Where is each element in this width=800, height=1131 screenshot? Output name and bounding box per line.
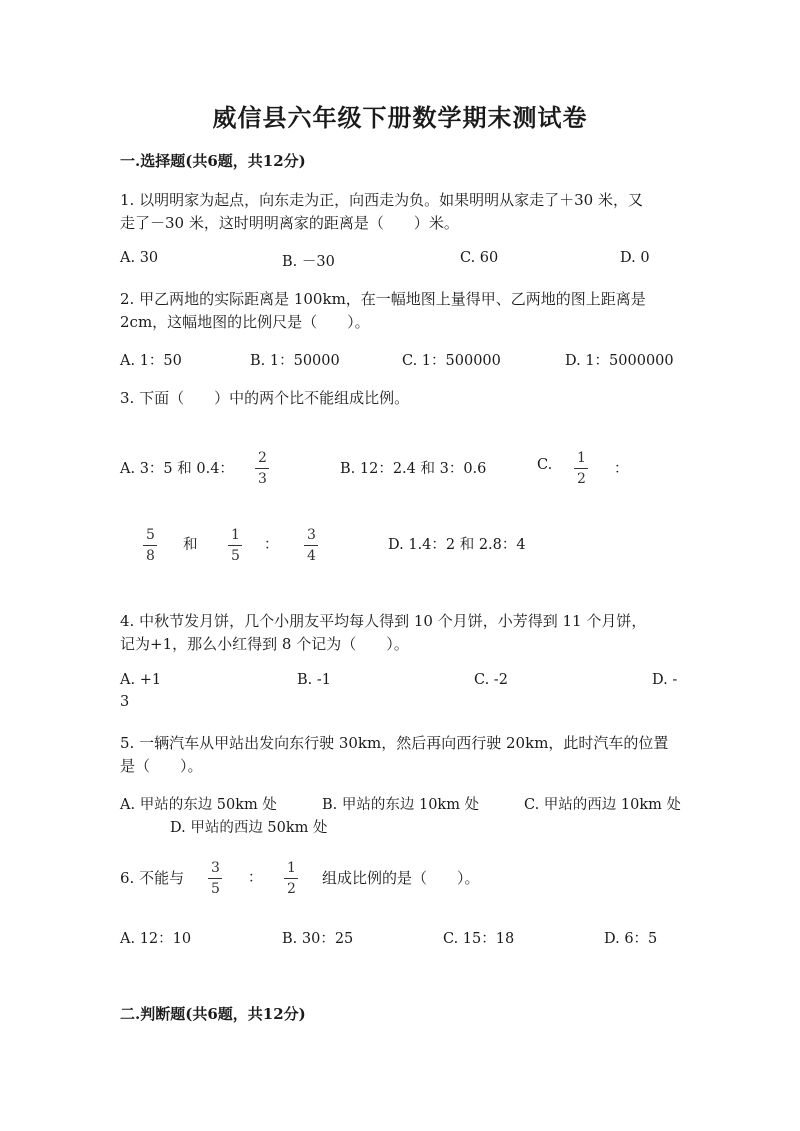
question-6-suffix: 组成比例的是（ ）。 [322,869,480,887]
q3-option-c-colon-1: ： [614,461,629,477]
fraction-bar [143,545,157,546]
q4-option-b: B. -1 [297,672,331,688]
fraction-denominator: 4 [307,548,316,564]
question-5-line-2: 是（ ）。 [120,757,203,775]
section-heading-true-false: 二.判断题(共6题，共12分) [120,1005,306,1023]
question-4-line-1: 4. 中秋节发月饼，几个小朋友平均每人得到 10 个月饼，小芳得到 11 个月饼， [120,612,647,630]
q3-option-c-fraction-2 [143,527,158,564]
fraction-denominator: 2 [287,881,296,897]
fraction-numerator: 3 [211,860,220,876]
q4-option-d-wrap: 3 [120,694,130,710]
fraction-numerator: 1 [287,860,296,876]
q4-option-d: D. - [652,672,678,688]
q3-option-c-fraction-1 [574,450,589,487]
q3-option-b: B. 12：2.4 和 3：0.6 [340,461,487,477]
q6-option-a: A. 12：10 [120,931,192,947]
q4-option-a: A. +1 [120,672,162,688]
q3-option-a-fraction [255,450,270,487]
fraction-numerator: 2 [258,450,267,466]
fraction-bar [574,468,588,469]
q6-fraction-2 [284,860,299,897]
q2-option-c: C. 1：500000 [402,353,501,369]
fraction-bar [228,545,242,546]
q2-option-a: A. 1：50 [120,353,182,369]
question-5-line-1: 5. 一辆汽车从甲站出发向东行驶 30km，然后再向西行驶 20km，此时汽车的位置 [120,734,669,752]
q3-option-c-fraction-3 [228,527,243,564]
q3-option-c-and: 和 [183,537,198,553]
q3-option-d: D. 1.4：2 和 2.8：4 [388,537,526,553]
q2-option-b: B. 1：50000 [250,353,340,369]
q6-option-d: D. 6：5 [604,931,658,947]
q4-option-c: C. -2 [474,672,508,688]
question-2-line-2: 2cm，这幅地图的比例尺是（ ）。 [120,313,370,331]
question-1-line-2: 走了－30 米，这时明明离家的距离是（ ）米。 [120,214,459,232]
q6-fraction-1 [208,860,223,897]
question-2-line-1: 2. 甲乙两地的实际距离是 100km，在一幅地图上量得甲、乙两地的图上距离是 [120,290,646,308]
q6-option-b: B. 30：25 [282,931,354,947]
fraction-denominator: 8 [146,548,155,564]
fraction-denominator: 2 [577,471,586,487]
q5-option-d: D. 甲站的西边 50km 处 [170,820,328,836]
question-3-stem: 3. 下面（ ）中的两个比不能组成比例。 [120,389,410,407]
q1-option-a: A. 30 [120,250,159,266]
fraction-numerator: 5 [146,527,155,543]
q1-option-b: B. －30 [282,254,335,270]
q6-colon: ： [248,870,263,886]
q1-option-c: C. 60 [460,250,499,266]
question-6-prefix: 6. 不能与 [120,869,185,887]
q1-option-d: D. 0 [620,250,650,266]
section-heading-choice: 一.选择题(共6题，共12分) [120,152,306,170]
q5-option-b: B. 甲站的东边 10km 处 [322,797,480,813]
fraction-denominator: 3 [258,471,267,487]
fraction-denominator: 5 [211,881,220,897]
fraction-numerator: 1 [231,527,240,543]
fraction-numerator: 1 [577,450,586,466]
question-4-line-2: 记为+1，那么小红得到 8 个记为（ ）。 [120,635,409,653]
q3-option-a: A. 3：5 和 0.4： [120,461,234,477]
fraction-bar [208,878,222,879]
question-1-line-1: 1. 以明明家为起点，向东走为正，向西走为负。如果明明从家走了＋30 米，又 [120,191,643,209]
fraction-denominator: 5 [231,548,240,564]
q3-option-c-label: C. [537,457,553,473]
q5-option-a: A. 甲站的东边 50km 处 [120,797,277,813]
fraction-bar [304,545,318,546]
q6-option-c: C. 15：18 [443,931,515,947]
q3-option-c-colon-2: ： [264,537,279,553]
fraction-numerator: 3 [307,527,316,543]
q3-option-c-fraction-4 [304,527,319,564]
page-title: 威信县六年级下册数学期末测试卷 [212,103,588,132]
fraction-bar [284,878,298,879]
q2-option-d: D. 1：5000000 [565,353,674,369]
q5-option-c: C. 甲站的西边 10km 处 [524,797,682,813]
fraction-bar [255,468,269,469]
